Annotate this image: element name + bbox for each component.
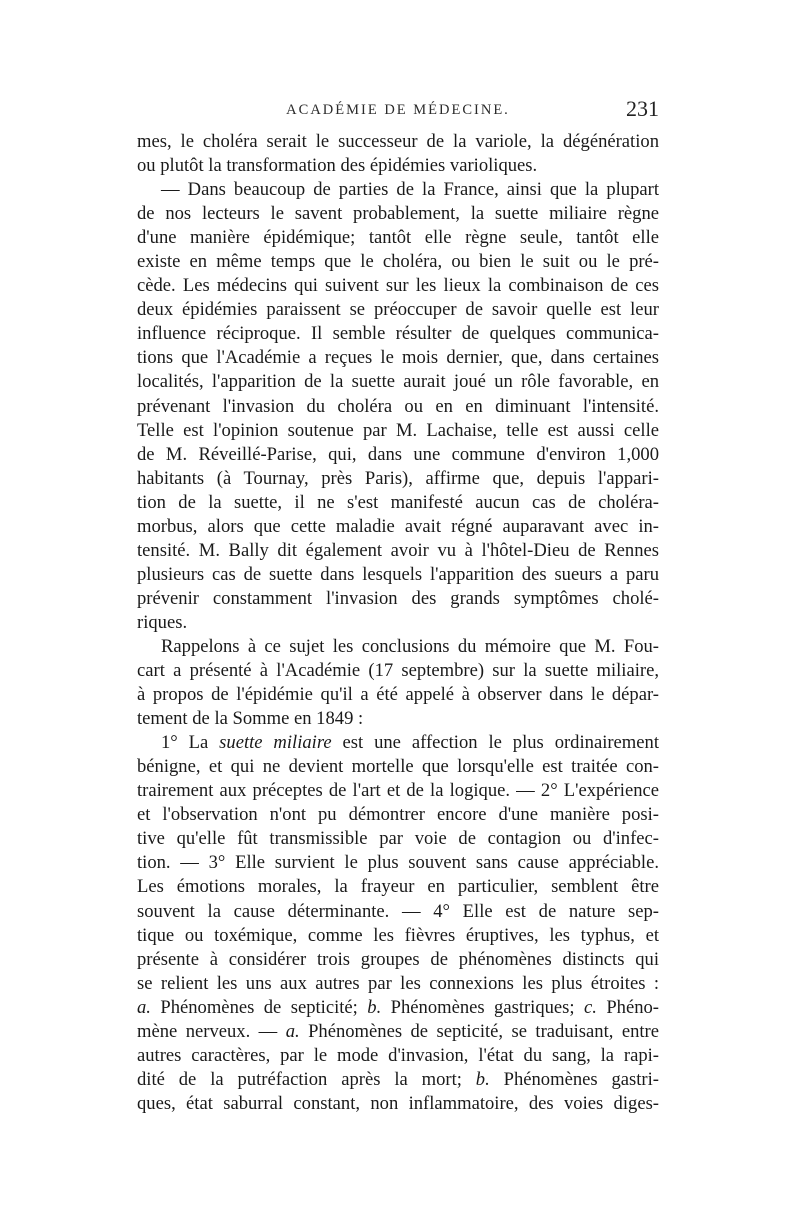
text-line: bénigne, et qui ne devient mortelle que lorsqu'elle est traitée con- (137, 756, 659, 778)
text-line: tensité. M. Bally dit également avoir vu à l'hôtel-Dieu de Rennes (137, 539, 659, 561)
text-line: Les émotions morales, la frayeur en particulier, semblent être (137, 876, 659, 898)
text-line: 1° La suette miliaire est une affection le plus ordinairement (161, 732, 659, 754)
text-line: habitants (à Tournay, près Paris), affirme que, depuis l'appari- (137, 467, 659, 489)
text-line: tique ou toxémique, comme les fièvres éruptives, les typhus, et (137, 924, 659, 946)
text-line: tion de la suette, il ne s'est manifesté aucun cas de choléra- (137, 491, 659, 513)
text-line: autres caractères, par le mode d'invasion, l'état du sang, la rapi- (137, 1044, 659, 1066)
text-line: plusieurs cas de suette dans lesquels l'apparition des sueurs a paru (137, 563, 659, 585)
text-line: tement de la Somme en 1849 : (137, 708, 364, 730)
text-line: à propos de l'épidémie qu'il a été appelé à observer dans le dépar- (137, 684, 659, 706)
text-line: prévenir constamment l'invasion des grands symptômes cholé- (137, 587, 659, 609)
text-line: se relient les uns aux autres par les connexions les plus étroites : (137, 972, 659, 994)
text-line: prévenant l'invasion du choléra ou en en diminuant l'intensité. (137, 395, 659, 417)
text-line: souvent la cause déterminante. — 4° Elle est de nature sep- (137, 900, 659, 922)
text-line: et l'observation n'ont pu démontrer encore d'une manière posi- (137, 804, 659, 826)
book-page (137, 96, 659, 1116)
text-line: influence réciproque. Il semble résulter de quelques communica- (137, 323, 659, 345)
running-title: ACADÉMIE DE MÉDECINE. (286, 102, 510, 118)
running-head (137, 96, 659, 130)
text-line: tive qu'elle fût transmissible par voie de contagion ou d'infec- (137, 828, 659, 850)
text-line: trairement aux préceptes de l'art et de la logique. — 2° L'expérience (137, 780, 659, 802)
text-line: présente à considérer trois groupes de phénomènes distincts qui (137, 948, 659, 970)
text-line: de nos lecteurs le savent probablement, la suette miliaire règne (137, 203, 659, 225)
text-line: mes, le choléra serait le successeur de la variole, la dégénération (137, 131, 659, 152)
text-line: — Dans beaucoup de parties de la France, ainsi que la plupart (161, 179, 659, 201)
text-line: tion. — 3° Elle survient le plus souvent sans cause appréciable. (137, 852, 659, 874)
body-text (137, 130, 659, 1116)
text-line: riques. (137, 611, 188, 633)
text-line: mène nerveux. — a. Phénomènes de septicité, se traduisant, entre (137, 1020, 659, 1042)
text-line: d'une manière épidémique; tantôt elle règne seule, tantôt elle (137, 227, 659, 249)
text-line: ou plutôt la transformation des épidémies varioliques. (137, 155, 538, 177)
text-line: ques, état saburral constant, non inflammatoire, des voies diges- (137, 1092, 659, 1114)
text-line: dité de la putréfaction après la mort; b. Phénomènes gastri- (137, 1068, 659, 1090)
text-line: a. Phénomènes de septicité; b. Phénomènes gastriques; c. Phéno- (137, 996, 659, 1018)
text-line: cart a présenté à l'Académie (17 septembre) sur la suette miliaire, (137, 660, 659, 682)
page-number: 231 (626, 96, 659, 121)
text-line: cède. Les médecins qui suivent sur les lieux la combinaison de ces (137, 275, 659, 297)
text-line: Rappelons à ce sujet les conclusions du mémoire que M. Fou- (161, 635, 659, 657)
text-line: Telle est l'opinion soutenue par M. Lachaise, telle est aussi celle (137, 419, 659, 441)
text-line: de M. Réveillé-Parise, qui, dans une commune d'environ 1,000 (137, 443, 659, 465)
text-line: morbus, alors que cette maladie avait régné auparavant avec in- (137, 515, 659, 537)
text-line: existe en même temps que le choléra, ou bien le suit ou le pré- (137, 251, 659, 273)
text-line: localités, l'apparition de la suette aurait joué un rôle favorable, en (137, 371, 659, 393)
text-line: tions que l'Académie a reçues le mois dernier, que, dans certaines (137, 347, 659, 369)
italic-term: suette miliaire (219, 732, 332, 754)
text-line: deux épidémies paraissent se préoccuper de savoir quelle est leur (137, 299, 659, 321)
